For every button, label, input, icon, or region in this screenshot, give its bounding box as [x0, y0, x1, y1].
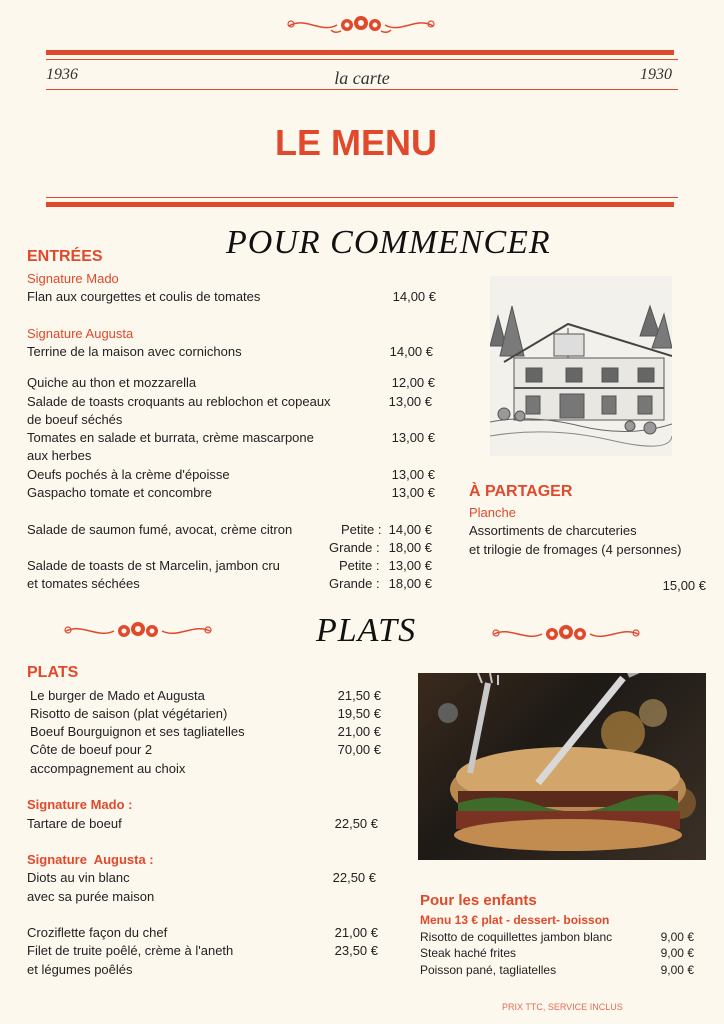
salade-1-petite-price: 14,00 € [388, 522, 432, 537]
entree-item-4: Gaspacho tomate et concombre [27, 485, 212, 500]
plats-sig-augusta-price: 22,50 € [332, 870, 376, 885]
header-top-thin [46, 59, 678, 60]
enfant-price-1: 9,00 € [660, 946, 694, 960]
plat-item-1: Risotto de saison (plat végétarien) [30, 706, 228, 721]
plats-sig-mado: Signature Mado : [27, 797, 133, 812]
plats-sig-augusta: Signature Augusta : [27, 852, 154, 867]
entrees-sig-mado-price: 14,00 € [392, 289, 436, 304]
entree-item-1-line2: de boeuf séchés [27, 412, 123, 427]
plat-price-0: 21,50 € [337, 688, 381, 703]
plats-main-heading: PLATS [316, 612, 417, 649]
header-bottom-bar [46, 202, 674, 207]
burger-photo [418, 673, 706, 860]
entrees-sig-augusta-price: 14,00 € [389, 344, 433, 359]
enfants-menu: Menu 13 € plat - dessert- boisson [420, 913, 610, 927]
header-top-bar [46, 50, 674, 55]
salade-2-petite-label: Petite : [339, 558, 380, 573]
plat-price-3: 70,00 € [337, 742, 381, 757]
chalet-drawing [490, 276, 672, 456]
enfant-price-0: 9,00 € [660, 930, 694, 944]
starters-heading: POUR COMMENCER [226, 224, 551, 261]
entree-price-3: 13,00 € [391, 467, 435, 482]
partager-price: 15,00 € [662, 578, 706, 593]
entrees-sig-augusta-item: Terrine de la maison avec cornichons [27, 344, 242, 359]
salade-2-grande-price: 18,00 € [388, 576, 432, 591]
year-right: 1930 [640, 66, 672, 83]
plat-item-3: Côte de boeuf pour 2 [30, 742, 153, 757]
salade-1-grande-label: Grande : [329, 540, 380, 555]
entrees-sig-mado-item: Flan aux courgettes et coulis de tomates [27, 289, 261, 304]
plats-sig-augusta-item2: avec sa purée maison [27, 889, 155, 904]
entree-item-2-line2: aux herbes [27, 448, 92, 463]
partager-line2: et trilogie de fromages (4 personnes) [469, 542, 682, 557]
entrees-sig-augusta: Signature Augusta [27, 326, 134, 341]
enfant-item-0: Risotto de coquillettes jambon blanc [420, 930, 613, 944]
plat-extra-0: Croziflette façon du chef [27, 925, 168, 940]
plats-heading: PLATS [27, 664, 79, 681]
enfant-price-2: 9,00 € [660, 963, 694, 977]
plat-extra-1: Filet de truite poêlé, crème à l'aneth [27, 943, 234, 958]
header-mid-thin [46, 89, 678, 90]
partager-sub: Planche [469, 505, 516, 520]
rose-ornament-top [285, 12, 437, 38]
entrees-heading: ENTRÉES [27, 248, 103, 265]
entree-item-0: Quiche au thon et mozzarella [27, 375, 197, 390]
plat-extra-2: et légumes poêlés [27, 962, 133, 977]
rose-ornament-right [490, 622, 642, 646]
plat-item-4: accompagnement au choix [30, 761, 186, 776]
entrees-sig-mado: Signature Mado [27, 271, 119, 286]
partager-line1: Assortiments de charcuteries [469, 523, 637, 538]
plat-price-2: 21,00 € [337, 724, 381, 739]
plats-sig-augusta-item1: Diots au vin blanc [27, 870, 130, 885]
entree-item-2: Tomates en salade et burrata, crème mascarpone [27, 430, 314, 445]
salade-1-grande-price: 18,00 € [388, 540, 432, 555]
footer-note: PRIX TTC, SERVICE INCLUS [502, 1002, 623, 1012]
plat-item-0: Le burger de Mado et Augusta [30, 688, 205, 703]
salade-2-grande-label: Grande : [329, 576, 380, 591]
entree-price-2: 13,00 € [391, 430, 435, 445]
plat-item-2: Boeuf Bourguignon et ses tagliatelles [30, 724, 245, 739]
plat-extra-price-1: 23,50 € [334, 943, 378, 958]
year-left: 1936 [46, 66, 78, 83]
entree-item-1: Salade de toasts croquants au reblochon et copeaux [27, 394, 331, 409]
salade-1-petite-label: Petite : [341, 522, 382, 537]
header-bottom-thin [46, 197, 678, 198]
entree-item-3: Oeufs pochés à la crème d'époisse [27, 467, 230, 482]
salade-2-line1: Salade de toasts de st Marcelin, jambon cru [27, 558, 280, 573]
partager-heading: À PARTAGER [469, 483, 573, 500]
entree-price-4: 13,00 € [391, 485, 435, 500]
page-title: LE MENU [275, 122, 437, 163]
salade-2-petite-price: 13,00 € [388, 558, 432, 573]
enfant-item-2: Poisson pané, tagliatelles [420, 963, 557, 977]
subtitle: la carte [334, 68, 390, 88]
salade-1: Salade de saumon fumé, avocat, crème citron [27, 522, 293, 537]
plats-sig-mado-price: 22,50 € [334, 816, 378, 831]
rose-ornament-left [62, 619, 214, 643]
entree-price-0: 12,00 € [391, 375, 435, 390]
enfants-heading: Pour les enfants [420, 892, 537, 909]
entree-price-1: 13,00 € [388, 394, 432, 409]
salade-2-line2: et tomates séchées [27, 576, 140, 591]
enfant-item-1: Steak haché frites [420, 946, 517, 960]
plats-sig-mado-item: Tartare de boeuf [27, 816, 122, 831]
plat-extra-price-0: 21,00 € [334, 925, 378, 940]
plat-price-1: 19,50 € [337, 706, 381, 721]
